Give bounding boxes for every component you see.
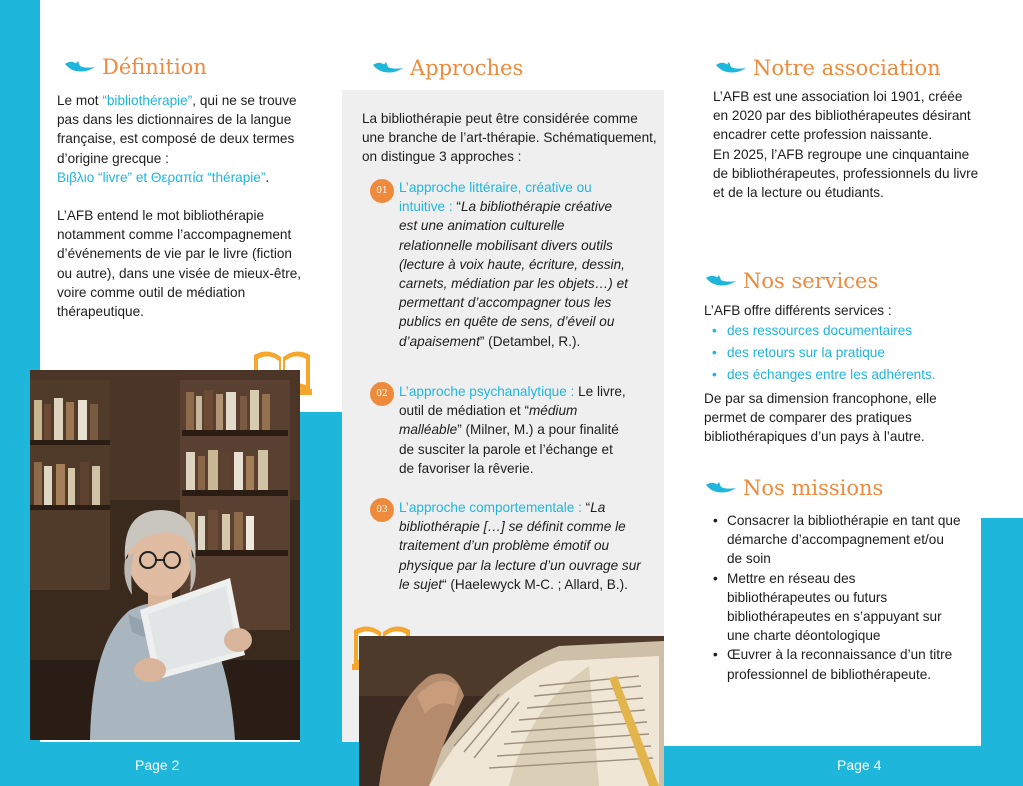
missions-heading xyxy=(705,476,883,500)
definition-greek: Βιβλιο “livre” et Θεραπία “thérapie” xyxy=(57,169,266,185)
association-paragraph-1: L’AFB est une association loi 1901, créée en 2020 par des bibliothérapeutes désirant encadrer cette profession naissante. xyxy=(713,89,971,143)
right-blue-block xyxy=(981,518,1023,748)
service-item: • des retours sur la pratique xyxy=(704,342,974,364)
mission-item: • Mettre en réseau des bibliothérapeutes ou futurs bibliothérapeutes en s’appuyant sur une charte déontologique xyxy=(711,569,961,646)
photo-man-reading xyxy=(30,370,300,740)
approach-item-1 xyxy=(399,178,629,351)
page-number-right: Page 4 xyxy=(837,757,882,773)
association-title: Notre association xyxy=(753,56,941,80)
photo-open-book xyxy=(359,636,664,786)
bird-icon xyxy=(372,59,404,77)
definition-end: . xyxy=(265,169,270,185)
bird-icon xyxy=(705,272,737,290)
services-title: Nos services xyxy=(743,269,879,293)
approach-text-2a: Le livre, outil de médiation et “ xyxy=(399,384,626,419)
association-paragraph-2: En 2025, l’AFB regroupe une cinquantaine de bibliothérapeutes, professionnels du livre et de la lecture ou étudiants. xyxy=(713,146,979,201)
approach-citation-1: ” (Detambel, R.). xyxy=(479,333,581,349)
association-heading xyxy=(715,56,941,80)
services-heading xyxy=(705,269,878,293)
page-number-left: Page 2 xyxy=(135,757,180,773)
approach-open-3: “ xyxy=(585,500,591,515)
approches-heading xyxy=(372,56,523,80)
service-item: • des échanges entre les adhérents. xyxy=(704,364,974,386)
definition-term: “bibliothérapie” xyxy=(102,93,193,108)
bird-icon xyxy=(715,59,747,77)
service-item: • des ressources documentaires xyxy=(704,320,974,342)
approach-quote-2: médium malléable xyxy=(399,403,578,438)
approach-citation-3: “ (Haelewyck M-C. ; Allard, B.). xyxy=(442,576,628,592)
definition-heading xyxy=(64,55,207,79)
mission-item: • Consacrer la bibliothérapie en tant que démarche d’accompagnement et/ou de soin xyxy=(711,511,961,569)
approach-quote-1: La bibliothérapie créative est une animation culturelle relationnelle mobilisant divers outils (lecture à voix haute, écriture, dessin, carnets, médiation par les objets…) et permettant d’accompagner tous les publics en quête de sens, d’éveil ou d’apaisement xyxy=(399,199,628,349)
association-text xyxy=(713,87,981,202)
approach-number-3: 03 xyxy=(370,498,394,522)
approach-quote-3: La bibliothérapie […] se définit comme le traitement d’un problème émotif ou physique par la lecture d’un ouvrage sur le sujet xyxy=(399,500,641,592)
approach-label-2: L’approche psychanalytique : xyxy=(399,384,579,399)
approach-number-2: 02 xyxy=(370,382,394,406)
missions-list xyxy=(711,511,961,684)
approach-label-3: L’approche comportementale : xyxy=(399,500,586,515)
left-blue-block xyxy=(300,412,342,752)
approach-text-2b: ” (Milner, M.) a pour finalité de susciter la parole et l’échange et de favoriser la rêverie. xyxy=(399,422,619,476)
approches-title: Approches xyxy=(410,56,524,80)
services-list xyxy=(704,320,974,386)
bird-icon xyxy=(64,58,96,76)
approach-number-1: 01 xyxy=(370,179,394,203)
mission-item: • Œuvrer à la reconnaissance d’un titre professionnel de bibliothérapeute. xyxy=(711,645,961,683)
bird-icon xyxy=(705,479,737,497)
services-intro: L’AFB offre différents services : xyxy=(704,303,892,318)
approach-label-1: L’approche littéraire, créative ou intuitive : xyxy=(399,180,592,215)
approches-intro: La bibliothérapie peut être considérée comme une branche de l’art-thérapie. Schématiquement, on distingue 3 approches : xyxy=(362,111,657,165)
approach-item-2 xyxy=(399,382,629,478)
definition-paragraph-1 xyxy=(57,91,302,187)
definition-title: Définition xyxy=(102,55,207,79)
approach-item-3 xyxy=(399,498,641,594)
missions-title: Nos missions xyxy=(743,476,884,500)
definition-text-b: , qui ne se trouve pas dans les dictionnaires de la langue française, est composé de deux termes d’origine grecque : xyxy=(57,93,297,166)
definition-text-a: Le mot xyxy=(57,93,103,108)
approach-open-1: “ xyxy=(456,199,461,215)
services-outro: De par sa dimension francophone, elle permet de comparer des pratiques bibliothérapiques d’un pays à l’autre. xyxy=(704,391,937,445)
definition-text xyxy=(57,91,302,321)
definition-paragraph-2: L’AFB entend le mot bibliothérapie notamment comme l’accompagnement d’événements de vie par le livre (fiction ou autre), dans une visée de mieux-être, voire comme outil de médiation thérapeutique. xyxy=(57,208,302,320)
